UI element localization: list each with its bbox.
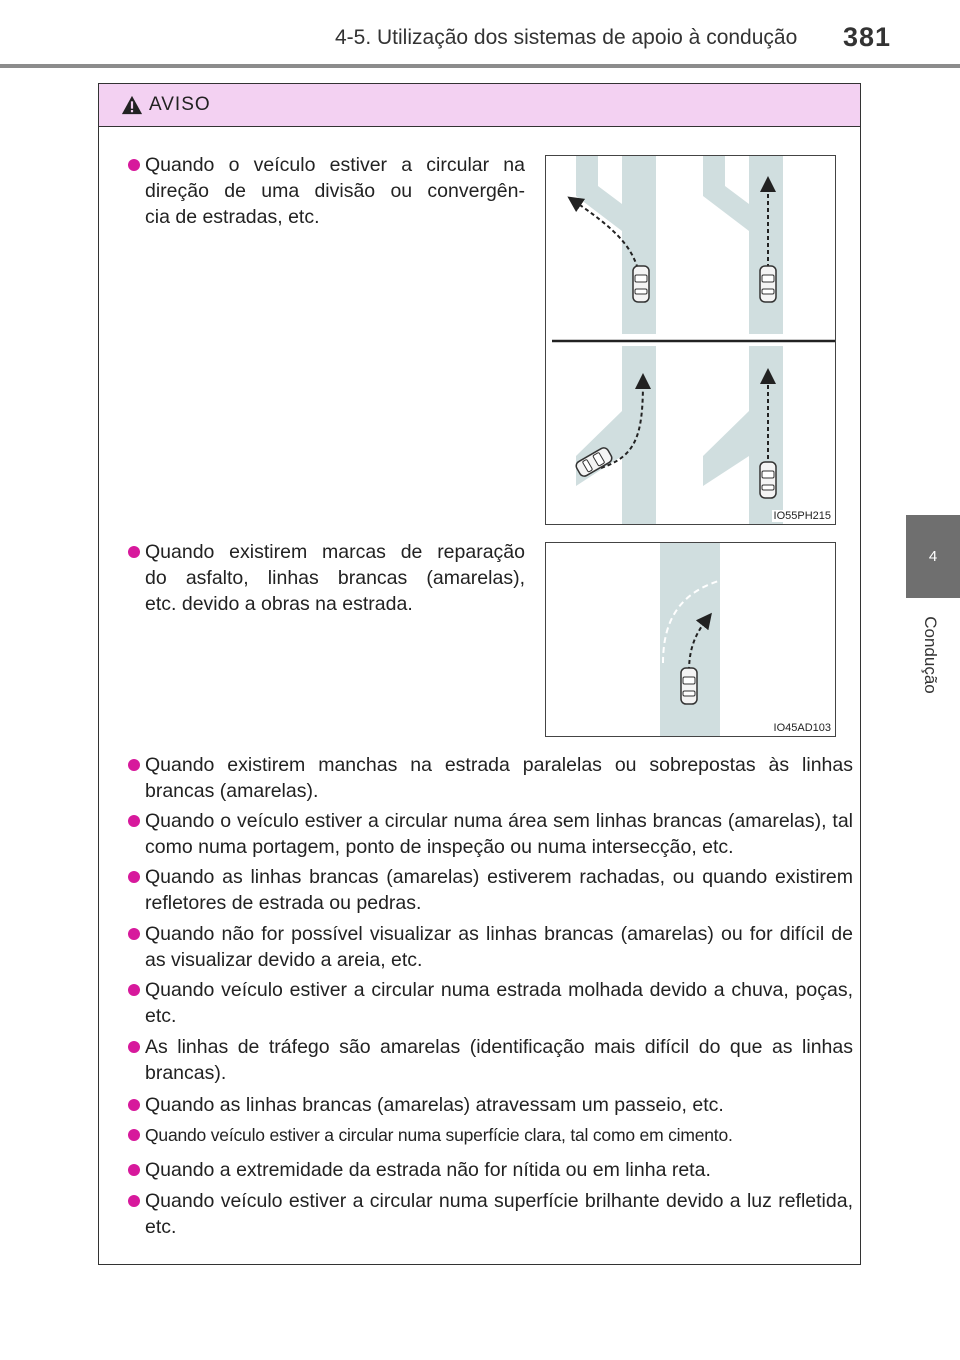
warning-item — [145, 808, 853, 860]
item-line: Quando existirem marcas de reparação — [145, 541, 525, 563]
item-text: Quando veículo estiver a circular numa superfície brilhante devido a luz refletida, etc. — [145, 1190, 853, 1238]
item-text: Quando a extremidade da estrada não for nítida ou em linha reta. — [145, 1159, 711, 1181]
item-text: Quando existirem manchas na estrada paralelas ou sobrepostas às linhas brancas (amarelas). — [145, 754, 853, 802]
item-text: Quando as linhas brancas (amarelas) estiverem rachadas, ou quando existirem refletores de estrada ou pedras. — [145, 866, 853, 914]
road-repair-illustration — [546, 543, 835, 736]
warning-triangle-icon — [121, 94, 143, 116]
warning-header — [99, 84, 860, 127]
bullet-icon — [128, 815, 140, 827]
item-text: As linhas de tráfego são amarelas (identificação mais difícil do que as linhas brancas). — [145, 1036, 853, 1084]
warning-item — [145, 1092, 853, 1118]
warning-item — [145, 1034, 853, 1086]
item-line: cia de estradas, etc. — [145, 206, 320, 228]
warning-item — [145, 1188, 853, 1240]
warning-item — [145, 1122, 853, 1148]
warning-item-road-repair — [145, 539, 525, 617]
item-text: Quando veículo estiver a circular numa estrada molhada devido a chuva, poças, etc. — [145, 979, 853, 1027]
warning-item — [145, 921, 853, 973]
bullet-icon — [128, 759, 140, 771]
section-title: 4-5. Utilização dos sistemas de apoio à condução — [335, 26, 798, 49]
figure-road-repair — [545, 542, 836, 737]
item-text: Quando as linhas brancas (amarelas) atravessam um passeio, etc. — [145, 1094, 724, 1116]
bullet-icon — [128, 1164, 140, 1176]
warning-item-split-merge — [145, 152, 525, 230]
bullet-icon — [128, 1041, 140, 1053]
chapter-tab — [906, 515, 960, 598]
item-line: direção de uma divisão ou convergên- — [145, 180, 525, 202]
page-number: 381 — [843, 22, 892, 52]
item-line: Quando o veículo estiver a circular na — [145, 154, 525, 176]
warning-box — [98, 83, 861, 1265]
item-text: Quando veículo estiver a circular numa superfície clara, tal como em cimento. — [145, 1125, 733, 1145]
chapter-label-container — [900, 605, 960, 705]
header-rule — [0, 64, 960, 68]
bullet-icon — [128, 1129, 140, 1141]
item-line: do asfalto, linhas brancas (amarelas), — [145, 567, 525, 589]
bullet-icon — [128, 928, 140, 940]
warning-item — [145, 752, 853, 804]
figure-road-split — [545, 155, 836, 525]
warning-item — [145, 1157, 853, 1183]
road-split-illustration — [546, 156, 835, 524]
item-text: Quando não for possível visualizar as linhas brancas (amarelas) ou for difícil de as visualizar devido a areia, etc. — [145, 923, 853, 971]
warning-label: AVISO — [149, 94, 211, 115]
item-text: Quando o veículo estiver a circular numa área sem linhas brancas (amarelas), tal como numa portagem, ponto de inspeção ou numa intersecção, etc. — [145, 810, 853, 858]
bullet-icon — [128, 159, 140, 171]
item-line: etc. devido a obras na estrada. — [145, 593, 413, 615]
chapter-label: Condução — [921, 616, 941, 694]
warning-item — [145, 864, 853, 916]
bullet-icon — [128, 1195, 140, 1207]
bullet-icon — [128, 546, 140, 558]
figure-code: IO45AD103 — [773, 722, 831, 734]
bullet-icon — [128, 1099, 140, 1111]
warning-item — [145, 977, 853, 1029]
bullet-icon — [128, 984, 140, 996]
figure-code: IO55PH215 — [773, 510, 831, 522]
chapter-number: 4 — [928, 548, 938, 565]
bullet-icon — [128, 871, 140, 883]
